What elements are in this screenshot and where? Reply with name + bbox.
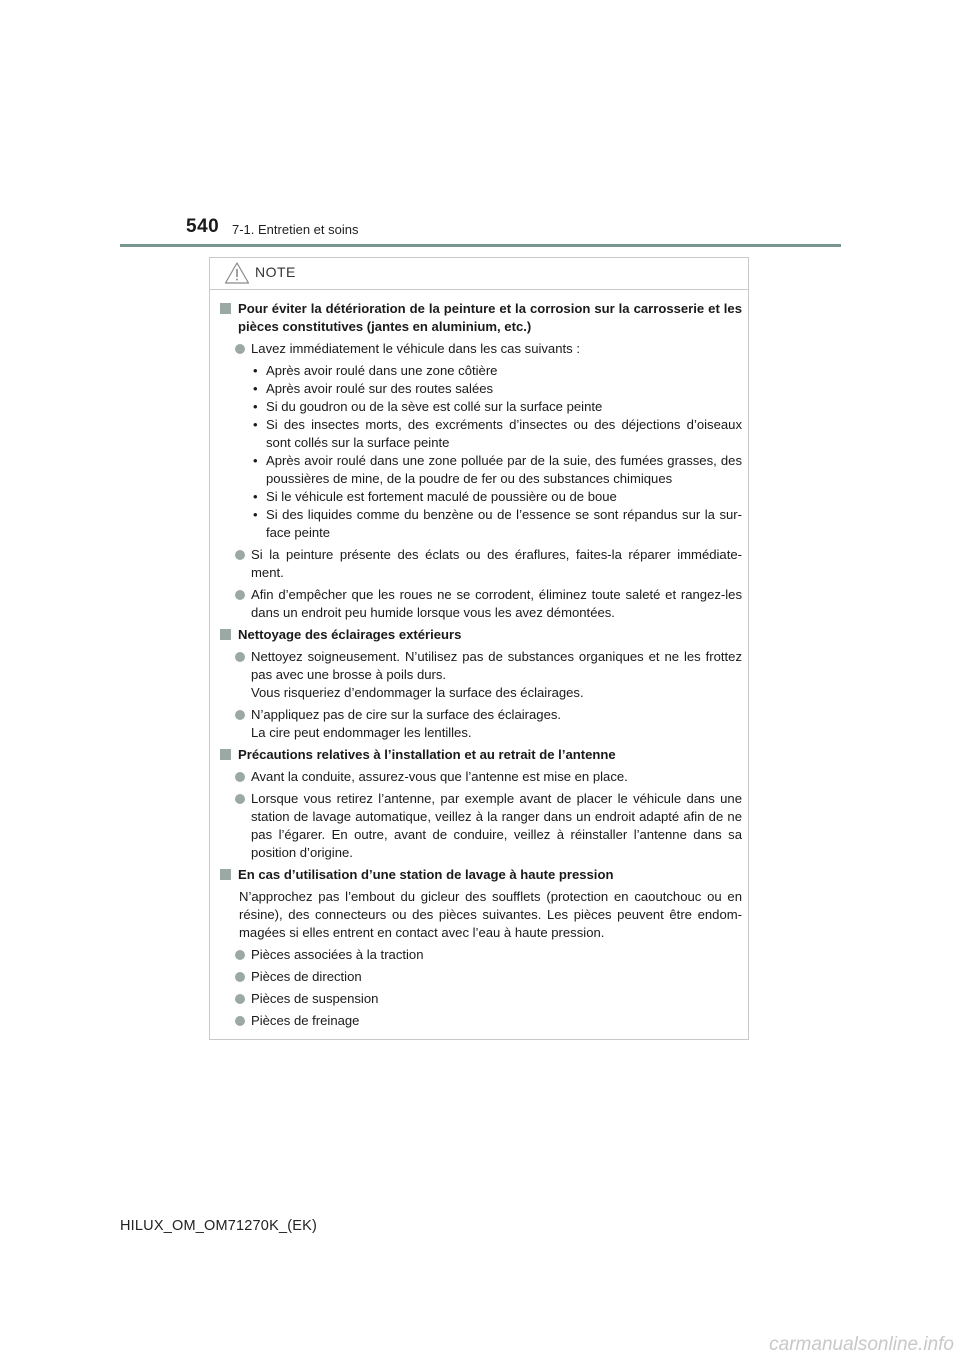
square-bullet-icon — [220, 749, 231, 760]
section-heading: Nettoyage des éclairages extérieurs — [220, 626, 742, 644]
sub-list-item: • Après avoir roulé sur des routes salées — [251, 380, 742, 398]
round-bullet-icon — [235, 344, 245, 354]
list-item: N’appliquez pas de cire sur la surface des éclairages. La cire peut endommager les lentilles. — [229, 706, 742, 742]
square-bullet-icon — [220, 629, 231, 640]
round-bullet-icon — [235, 972, 245, 982]
round-bullet-icon — [235, 772, 245, 782]
list-item: Lavez immédiatement le véhicule dans les cas suivants : — [229, 340, 742, 358]
header-rule — [120, 244, 841, 247]
sub-list-item: • Si du goudron ou de la sève est collé sur la surface peinte — [251, 398, 742, 416]
document-id: HILUX_OM_OM71270K_(EK) — [120, 1218, 318, 1234]
round-bullet-icon — [235, 590, 245, 600]
sub-list-item: • Si des liquides comme du benzène ou de l’essence se sont répandus sur la sur-face peinte — [251, 506, 742, 542]
list-item: Pièces de suspension — [229, 990, 742, 1008]
round-bullet-icon — [235, 652, 245, 662]
section-heading: Pour éviter la détérioration de la peinture et la corrosion sur la carrosserie et les pièces constitutives (jantes en aluminium, etc.) — [220, 300, 742, 336]
sub-list-item: • Si des insectes morts, des excréments d’insectes ou des déjections d’oiseaux sont collés sur la surface peinte — [251, 416, 742, 452]
sub-list-item: • Si le véhicule est fortement maculé de poussière ou de boue — [251, 488, 742, 506]
warning-triangle-icon — [224, 261, 250, 285]
note-label: NOTE — [255, 264, 296, 280]
round-bullet-icon — [235, 794, 245, 804]
list-item: Si la peinture présente des éclats ou des éraflures, faites-la réparer immédiate-ment. — [229, 546, 742, 582]
list-item: Nettoyez soigneusement. N’utilisez pas de substances organiques et ne les frottez pas avec une brosse à poils durs. Vous risqueriez d’endommager la surface des éclairages. — [229, 648, 742, 702]
section-paragraph: N’approchez pas l’embout du gicleur des soufflets (protection en caoutchouc ou en résine), des connecteurs ou des pièces suivantes. Les pièces peuvent être endom-magées si elles entrent en contact avec l’eau à haute pression. — [239, 889, 742, 940]
square-bullet-icon — [220, 869, 231, 880]
sub-list-item: • Après avoir roulé dans une zone polluée par de la suie, des fumées grasses, des poussières de mine, de la poudre de fer ou des substances chimiques — [251, 452, 742, 488]
note-content — [210, 290, 748, 1030]
list-item: Pièces associées à la traction — [229, 946, 742, 964]
round-bullet-icon — [235, 950, 245, 960]
sub-list-item: • Après avoir roulé dans une zone côtière — [251, 362, 742, 380]
sub-list — [220, 362, 742, 542]
section-heading: Précautions relatives à l’installation et au retrait de l’antenne — [220, 746, 742, 764]
section-heading: En cas d’utilisation d’une station de lavage à haute pression — [220, 866, 742, 884]
list-item: Pièces de direction — [229, 968, 742, 986]
section-title: 7-1. Entretien et soins — [232, 222, 359, 237]
round-bullet-icon — [235, 710, 245, 720]
round-bullet-icon — [235, 550, 245, 560]
note-box — [209, 257, 749, 1040]
list-item: Lorsque vous retirez l’antenne, par exemple avant de placer le véhicule dans une station de lavage automatique, veillez à la ranger dans un endroit adapté afin de ne pas l’égarer. En outre, avant de conduire, veillez à réinstaller l’antenne dans sa position d’origine. — [229, 790, 742, 862]
round-bullet-icon — [235, 994, 245, 1004]
list-item: Pièces de freinage — [229, 1012, 742, 1030]
list-item: Avant la conduite, assurez-vous que l’antenne est mise en place. — [229, 768, 742, 786]
note-header — [210, 258, 748, 290]
page-number: 540 — [186, 216, 220, 237]
watermark: carmanualsonline.info — [769, 1334, 954, 1355]
list-item: Afin d’empêcher que les roues ne se corrodent, éliminez toute saleté et rangez-les dans un endroit peu humide lorsque vous les avez démontées. — [229, 586, 742, 622]
round-bullet-icon — [235, 1016, 245, 1026]
square-bullet-icon — [220, 303, 231, 314]
